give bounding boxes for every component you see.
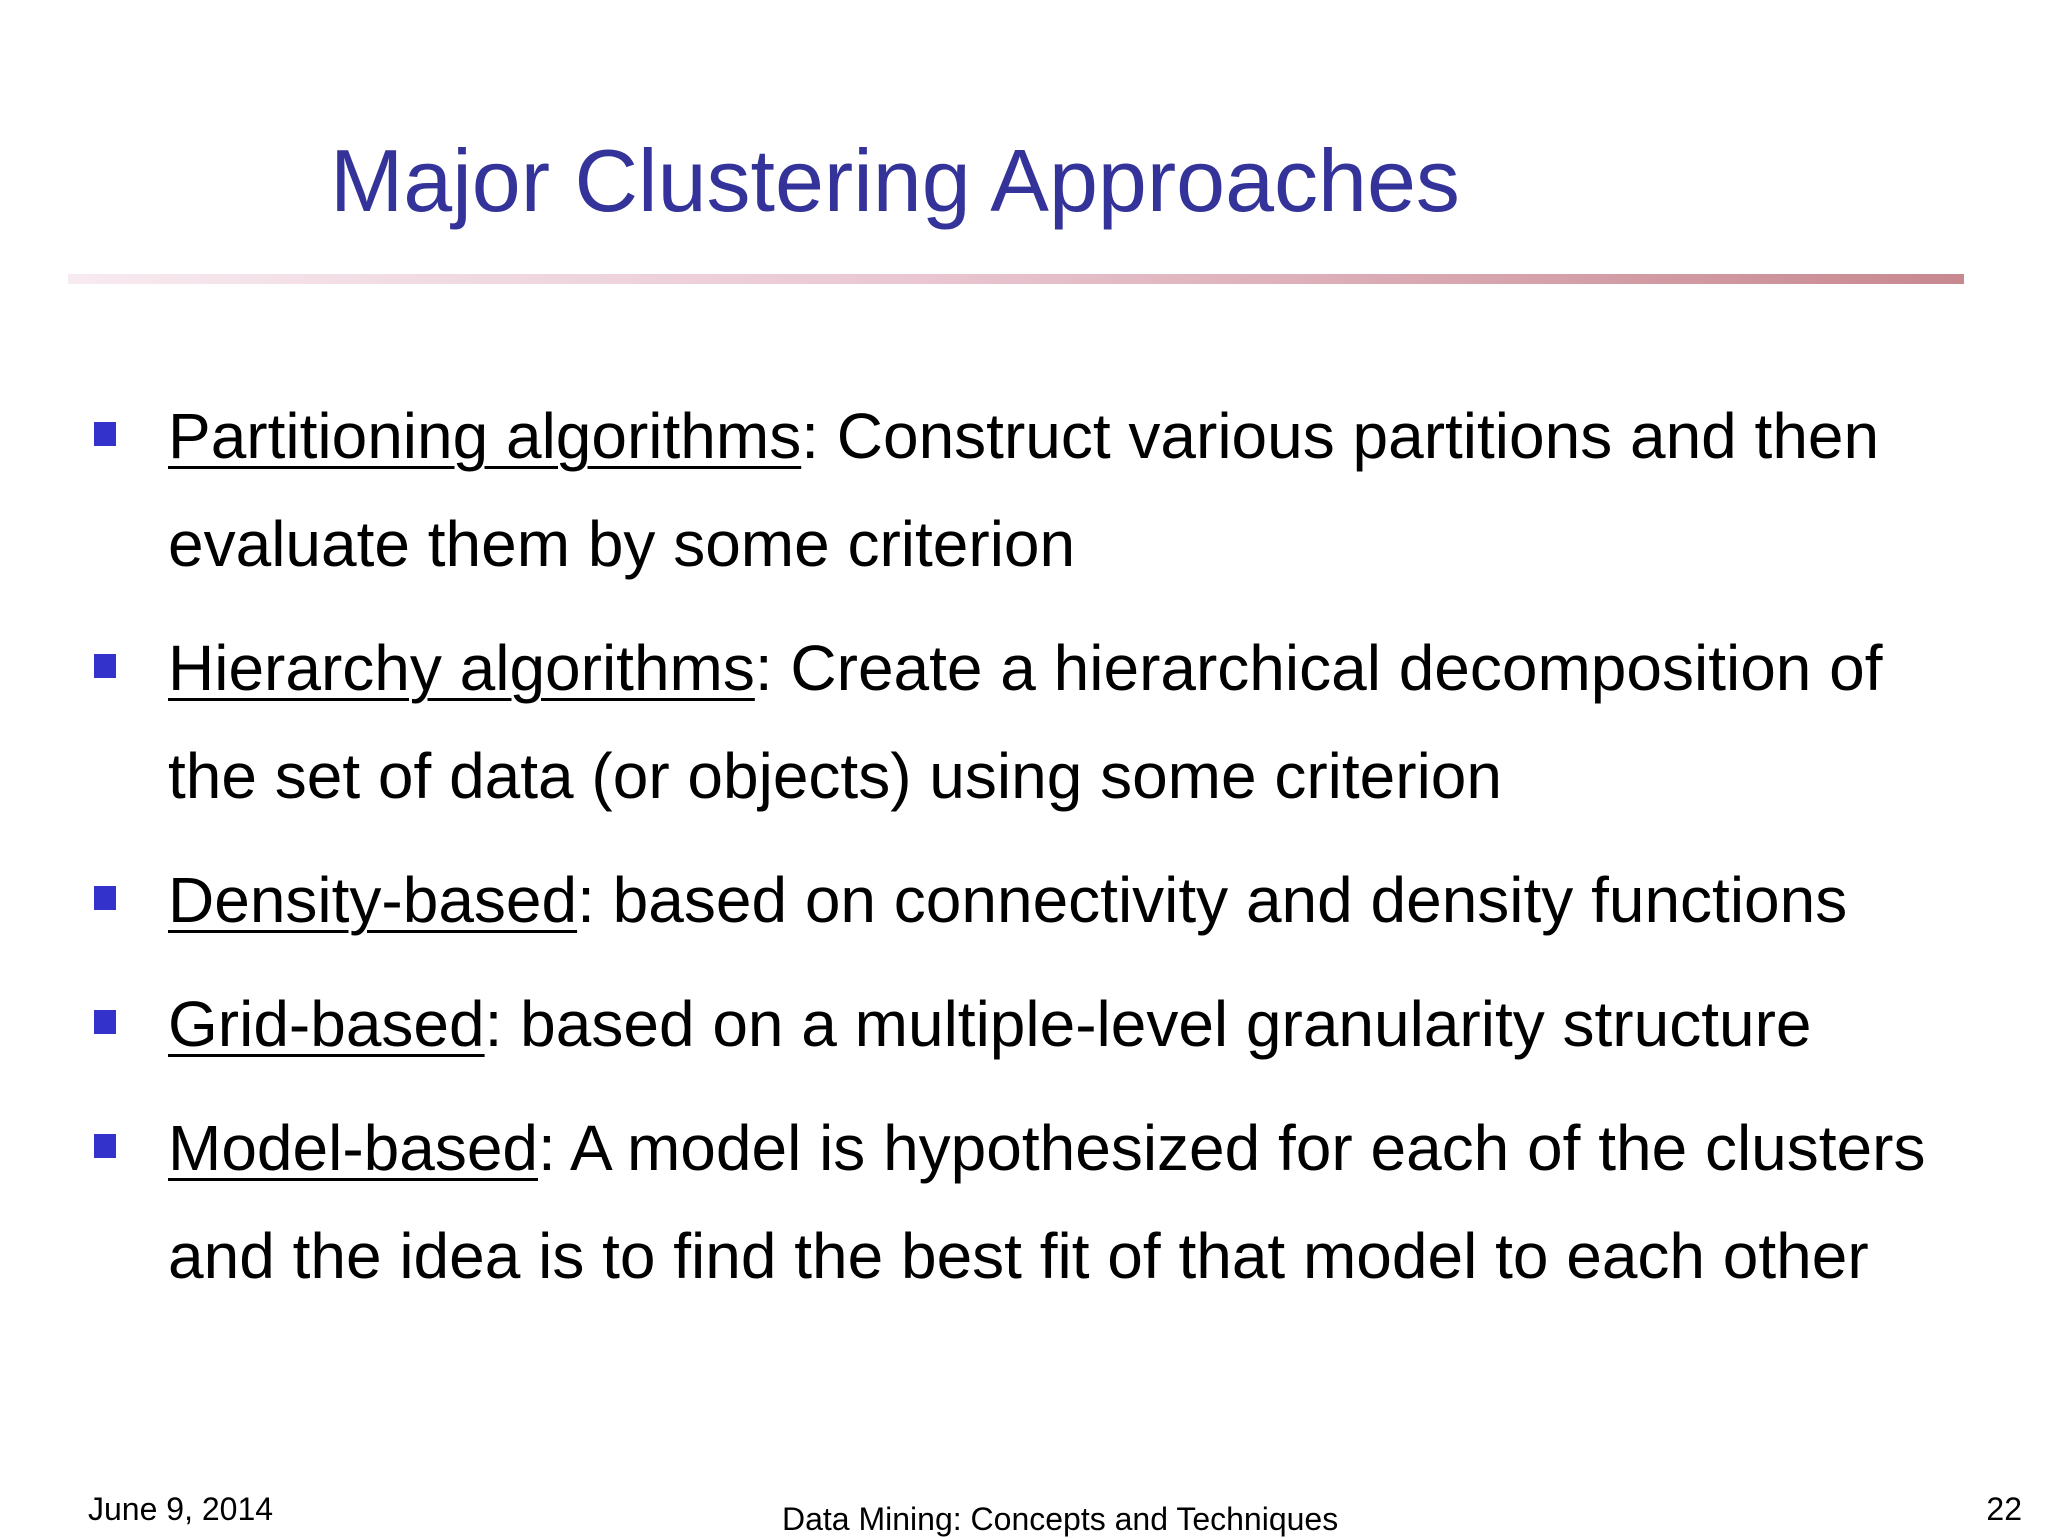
footer-date: June 9, 2014 <box>88 1491 274 1527</box>
bullet-term: Partitioning algorithms <box>168 400 802 472</box>
bullet-text: : based on connectivity and density functions <box>577 864 1848 936</box>
square-bullet-icon <box>94 1010 116 1034</box>
bullet-item-grid <box>90 970 1970 1078</box>
square-bullet-icon <box>94 1134 116 1158</box>
bullet-text: : A model is hypothesized for each of the clusters and the idea is to find the best fit of that model to each other <box>168 1112 1926 1292</box>
footer-course-title: Data Mining: Concepts and Techniques <box>782 1501 1339 1537</box>
bullet-term: Hierarchy algorithms <box>168 632 755 704</box>
bullet-term: Grid-based <box>168 988 485 1060</box>
bullet-term: Density-based <box>168 864 578 936</box>
bullet-list <box>90 382 1970 1326</box>
bullet-item-model <box>90 1094 1970 1310</box>
bullet-item-partitioning <box>90 382 1970 598</box>
bullet-item-hierarchy <box>90 614 1970 830</box>
bullet-text: : Construct various partitions and then evaluate them by some criterion <box>168 400 1880 580</box>
bullet-text: : Create a hierarchical decomposition of the set of data (or objects) using some criterion <box>168 632 1883 812</box>
slide-title: Major Clustering Approaches <box>330 131 1460 230</box>
title-divider <box>68 274 1964 284</box>
bullet-text: : based on a multiple-level granularity structure <box>484 988 1812 1060</box>
bullet-term: Model-based <box>168 1112 538 1184</box>
square-bullet-icon <box>94 422 116 446</box>
square-bullet-icon <box>94 886 116 910</box>
square-bullet-icon <box>94 654 116 678</box>
bullet-item-density <box>90 846 1970 954</box>
footer-page-number: 22 <box>1986 1491 2022 1527</box>
